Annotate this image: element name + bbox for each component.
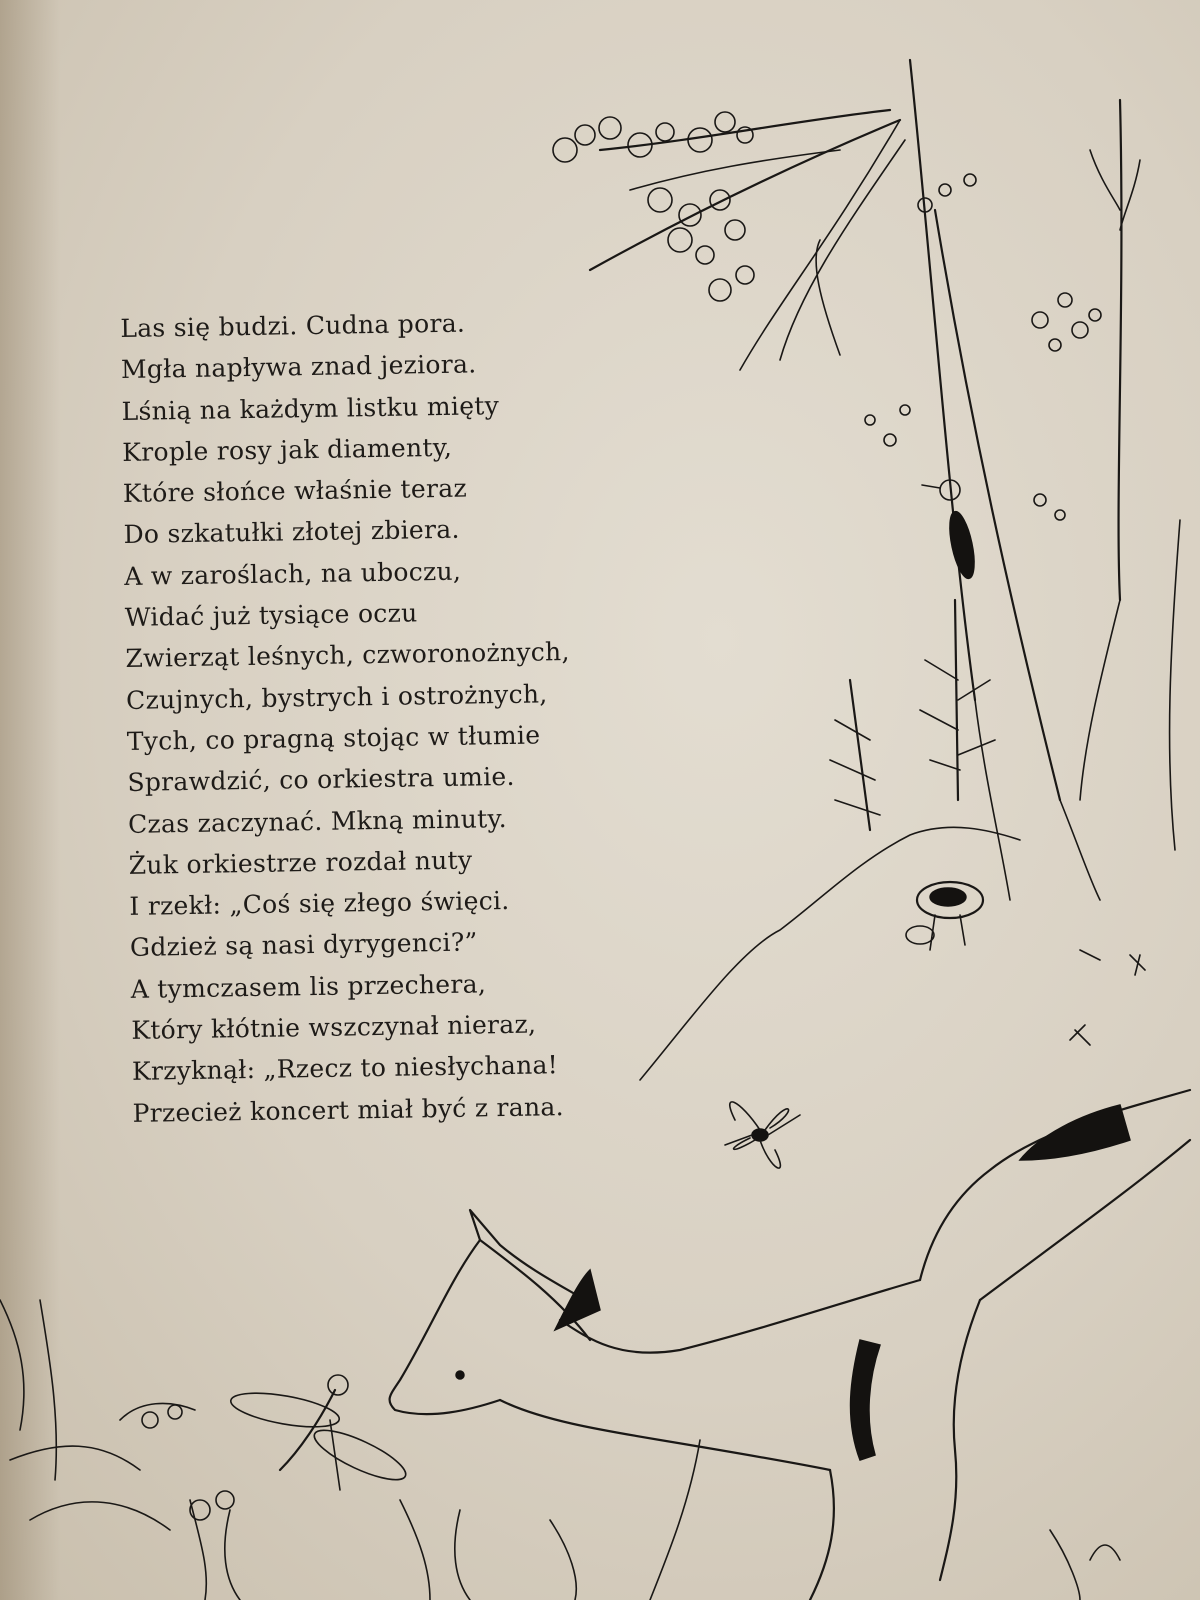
- poem-line: Tych, co pragną stojąc w tłumie: [126, 720, 541, 756]
- poem-line: Krzyknął: „Rzecz to niesłychana!: [131, 1050, 559, 1087]
- poem-line: Las się budzi. Cudna pora.: [120, 308, 466, 343]
- fox: [390, 1090, 1190, 1600]
- poem-line: Zwierząt leśnych, czworonożnych,: [125, 637, 570, 674]
- poem-line: Które słońce właśnie teraz: [122, 473, 468, 509]
- hill-outline: [640, 827, 1020, 1080]
- dragonfly: [228, 1375, 411, 1490]
- poem-line: Widać już tysiące oczu: [124, 598, 418, 633]
- tall-trees: [865, 60, 1180, 900]
- poem-line: Który kłótnie wszczynał nieraz,: [131, 1009, 537, 1045]
- poem-line: A tymczasem lis przechera,: [130, 969, 487, 1004]
- poem-line: Przecież koncert miał być z rana.: [132, 1091, 565, 1128]
- fir-trees: [830, 600, 995, 830]
- poem-line: Lśnią na każdym listku mięty: [121, 390, 500, 426]
- fly-insect: [725, 1102, 800, 1168]
- poem-line: Mgła napływa znad jeziora.: [120, 349, 477, 385]
- poem-line: Czas zaczynać. Mkną minuty.: [127, 803, 508, 839]
- poem-line: Żuk orkiestrze rozdał nuty: [128, 845, 473, 880]
- poem-line: Krople rosy jak diamenty,: [122, 432, 453, 467]
- mushroom: [906, 882, 983, 950]
- poem-line: A w zaroślach, na uboczu,: [123, 556, 462, 591]
- poem-line: I rzekł: „Coś się złego święci.: [129, 886, 510, 922]
- poem: [120, 299, 693, 1134]
- poem-line: Gdzież są nasi dyrygenci?”: [129, 927, 478, 963]
- poem-line: Do szkatułki złotej zbiera.: [123, 515, 460, 550]
- poem-line: Sprawdzić, co orkiestra umie.: [127, 762, 515, 798]
- poem-line: Czujnych, bystrych i ostrożnych,: [125, 679, 548, 715]
